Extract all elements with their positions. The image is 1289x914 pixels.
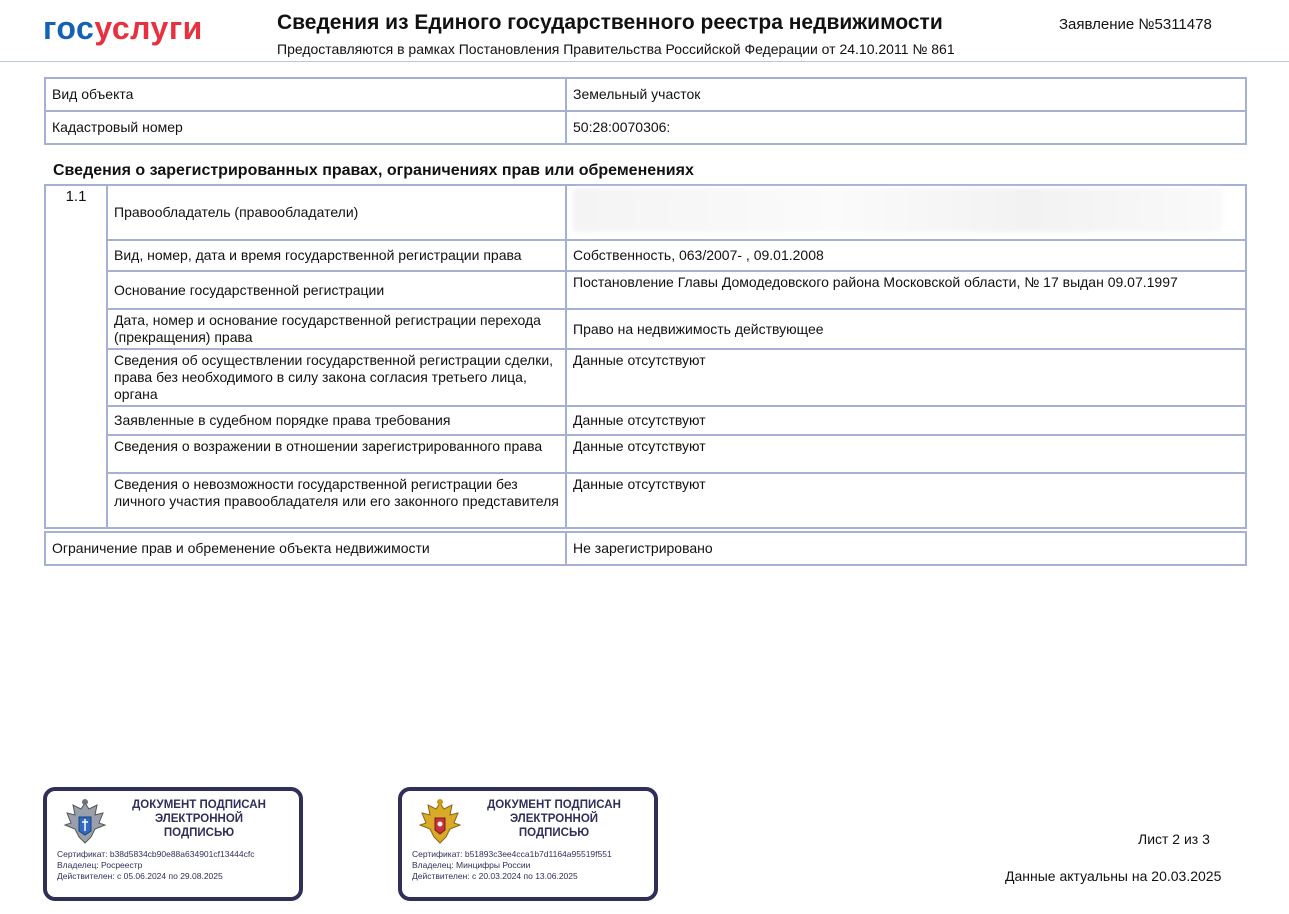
row-label: Заявленные в судебном порядке права требования bbox=[107, 406, 566, 435]
table-row bbox=[45, 240, 1246, 271]
header-divider bbox=[0, 61, 1289, 62]
row-label: Сведения об осуществлении государственной регистрации сделки, права без необходимого в силу закона согласия третьего лица, органа bbox=[107, 349, 566, 406]
table-row bbox=[45, 185, 1246, 240]
restrictions-label: Ограничение прав и обременение объекта недвижимости bbox=[45, 532, 566, 565]
stamp-validity: Действителен: с 05.06.2024 по 29.08.2025 bbox=[57, 871, 223, 881]
table-row bbox=[45, 532, 1246, 565]
sheet-number: Лист 2 из 3 bbox=[1138, 831, 1210, 847]
row-label: Основание государственной регистрации bbox=[107, 271, 566, 309]
rights-holder-label: Правообладатель (правообладатели) bbox=[107, 185, 566, 240]
state-eagle-icon bbox=[416, 797, 464, 847]
table-row bbox=[45, 271, 1246, 309]
rights-holder-value bbox=[566, 185, 1246, 240]
stamp-certificate: Сертификат: b51893c3ee4cca1b7d1164a95519f551 bbox=[412, 849, 612, 859]
object-type-label: Вид объекта bbox=[45, 78, 566, 111]
table-row bbox=[45, 111, 1246, 144]
table-row bbox=[45, 349, 1246, 406]
row-label: Сведения о возражении в отношении зарегистрированного права bbox=[107, 435, 566, 473]
table-row bbox=[45, 78, 1246, 111]
table-row bbox=[45, 473, 1246, 528]
row-label: Сведения о невозможности государственной регистрации без личного участия правообладателя или его законного представителя bbox=[107, 473, 566, 528]
stamp-owner: Владелец: Росреестр bbox=[57, 860, 143, 870]
stamp-certificate: Сертификат: b38d5834cb90e88a634901cf13444cfc bbox=[57, 849, 255, 859]
data-actual-date: Данные актуальны на 20.03.2025 bbox=[1005, 868, 1222, 884]
row-value: Право на недвижимость действующее bbox=[566, 309, 1246, 349]
row-value: Собственность, 063/2007- , 09.01.2008 bbox=[566, 240, 1246, 271]
table-row bbox=[45, 406, 1246, 435]
table-row bbox=[45, 309, 1246, 349]
application-number: Заявление №5311478 bbox=[1059, 16, 1212, 33]
stamp-validity: Действителен: с 20.03.2024 по 13.06.2025 bbox=[412, 871, 578, 881]
cadastral-number-label: Кадастровый номер bbox=[45, 111, 566, 144]
object-type-value: Земельный участок bbox=[566, 78, 1246, 111]
row-value: Данные отсутствуют bbox=[566, 349, 1246, 406]
stamp-owner: Владелец: Минцифры России bbox=[412, 860, 531, 870]
signature-stamp-mintsifry bbox=[398, 787, 658, 901]
gosuslugi-logo: госуслуги bbox=[43, 10, 203, 46]
restrictions-value: Не зарегистрировано bbox=[566, 532, 1246, 565]
stamp-title: ДОКУМЕНТ ПОДПИСАН ЭЛЕКТРОННОЙ ПОДПИСЬЮ bbox=[487, 799, 621, 839]
document-title: Сведения из Единого государственного реестра недвижимости bbox=[277, 11, 943, 34]
cadastral-number-value: 50:28:0070306: bbox=[566, 111, 1246, 144]
rosreestr-eagle-icon bbox=[61, 797, 109, 847]
object-table bbox=[44, 77, 1247, 145]
rights-table bbox=[44, 184, 1247, 529]
stamp-title: ДОКУМЕНТ ПОДПИСАН ЭЛЕКТРОННОЙ ПОДПИСЬЮ bbox=[132, 799, 266, 839]
row-value: Постановление Главы Домодедовского района Московской области, № 17 выдан 09.07.1997 bbox=[566, 271, 1246, 309]
row-value: Данные отсутствуют bbox=[566, 406, 1246, 435]
table-row bbox=[45, 435, 1246, 473]
entry-number: 1.1 bbox=[45, 185, 107, 528]
row-label: Дата, номер и основание государственной регистрации перехода (прекращения) права bbox=[107, 309, 566, 349]
redacted-block bbox=[573, 188, 1223, 232]
restrictions-table bbox=[44, 531, 1247, 566]
signature-stamp-rosreestr bbox=[43, 787, 303, 901]
row-value: Данные отсутствуют bbox=[566, 473, 1246, 528]
row-label: Вид, номер, дата и время государственной регистрации права bbox=[107, 240, 566, 271]
row-value: Данные отсутствуют bbox=[566, 435, 1246, 473]
rights-section-title: Сведения о зарегистрированных правах, ограничениях прав или обременениях bbox=[53, 162, 694, 179]
document-subtitle: Предоставляются в рамках Постановления Правительства Российской Федерации от 24.10.2011 № 861 bbox=[277, 41, 955, 57]
